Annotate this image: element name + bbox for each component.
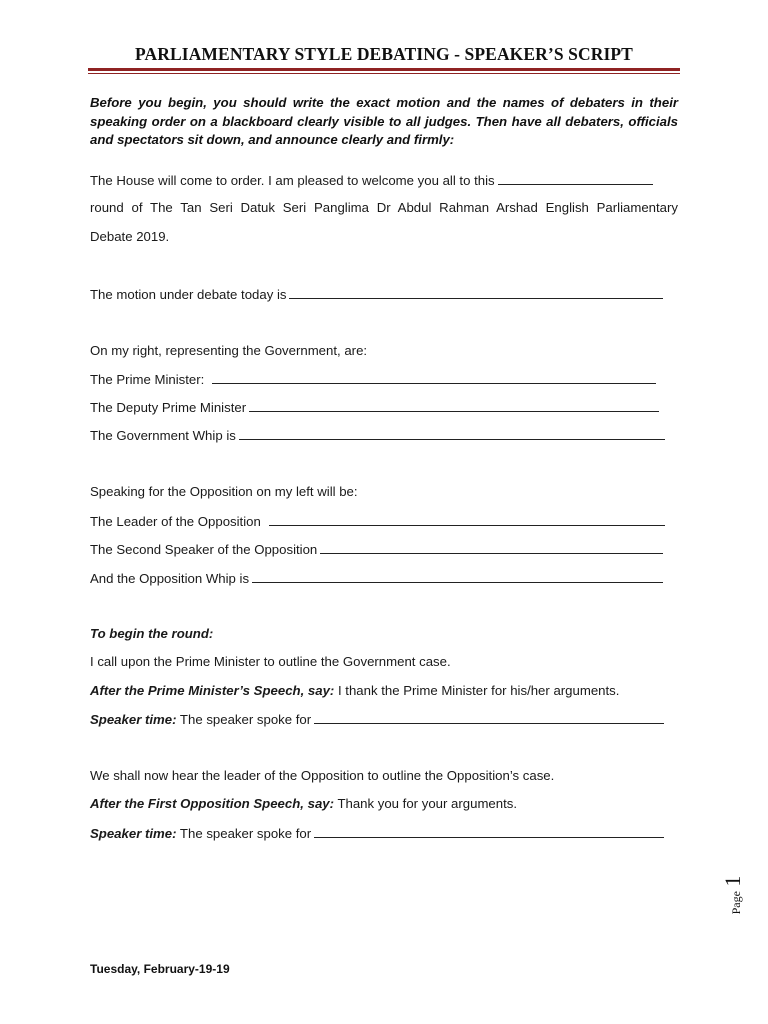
- speaker-time-label-2: Speaker time:: [90, 826, 177, 841]
- pm-blank: [212, 370, 656, 384]
- so-label: The Second Speaker of the Opposition: [90, 542, 318, 557]
- lo-line: [90, 512, 678, 531]
- title-rule-thick: [88, 68, 680, 71]
- lo-blank: [269, 512, 665, 526]
- speaker-time-line-2: [90, 824, 678, 843]
- page-number: 1: [720, 875, 745, 887]
- begin-heading: To begin the round:: [90, 626, 214, 641]
- after-pm-line: [90, 682, 678, 700]
- gw-blank: [239, 426, 665, 440]
- speaker-time-blank-1: [314, 710, 664, 724]
- speaker-spoke-text-2: The speaker spoke for: [176, 826, 312, 841]
- call-pm-line: I call upon the Prime Minister to outline the Government case.: [90, 654, 451, 669]
- welcome-line-3: Debate 2019.: [90, 229, 170, 244]
- dpm-label: The Deputy Prime Minister: [90, 400, 247, 415]
- page-number-marker: [710, 875, 750, 930]
- speaker-time-line-1: [90, 710, 678, 729]
- round-blank: [498, 171, 653, 185]
- dpm-line: [90, 398, 678, 417]
- speaker-time-label-1: Speaker time:: [90, 712, 177, 727]
- hear-lo-line: We shall now hear the leader of the Opposition to outline the Opposition’s case.: [90, 768, 555, 783]
- gw-line: [90, 426, 678, 445]
- motion-blank: [289, 285, 663, 299]
- intro-instructions: Before you begin, you should write the exact motion and the names of debaters in their speaking order on a blackboard clearly visible to all judges. Then have all debaters, officials and spectators sit down, and announce clearly and firmly:: [90, 95, 678, 147]
- gw-label: The Government Whip is: [90, 428, 236, 443]
- after-lo-line: [90, 795, 678, 813]
- ow-line: [90, 569, 678, 588]
- so-line: [90, 540, 678, 559]
- after-lo-label: After the First Opposition Speech, say:: [90, 796, 335, 811]
- opposition-heading: Speaking for the Opposition on my left will be:: [90, 484, 358, 499]
- dpm-blank: [249, 398, 659, 412]
- document-title: PARLIAMENTARY STYLE DEBATING - SPEAKER’S SCRIPT: [135, 44, 633, 64]
- welcome-line-2: round of The Tan Seri Datuk Seri Panglima Dr Abdul Rahman Arshad English Parliamentary: [90, 200, 678, 215]
- lo-label: The Leader of the Opposition: [90, 514, 261, 529]
- welcome-text-1: The House will come to order. I am pleased to welcome you all to this: [90, 173, 495, 188]
- government-heading: On my right, representing the Government, are:: [90, 343, 368, 358]
- page-word: Page: [729, 891, 743, 915]
- speaker-spoke-text-1: The speaker spoke for: [176, 712, 312, 727]
- so-blank: [320, 540, 663, 554]
- ow-blank: [252, 569, 663, 583]
- after-pm-text: I thank the Prime Minister for his/her arguments.: [334, 683, 620, 698]
- pm-line: [90, 370, 678, 389]
- welcome-line-1: [90, 171, 678, 190]
- after-lo-text: Thank you for your arguments.: [334, 796, 518, 811]
- footer-date: Tuesday, February-19-19: [90, 962, 230, 976]
- after-pm-label: After the Prime Minister’s Speech, say:: [90, 683, 335, 698]
- motion-label: The motion under debate today is: [90, 287, 287, 302]
- title-rule-thin: [88, 73, 680, 74]
- speaker-time-blank-2: [314, 824, 664, 838]
- ow-label: And the Opposition Whip is: [90, 571, 250, 586]
- motion-line: [90, 285, 678, 304]
- pm-label: The Prime Minister:: [90, 372, 205, 387]
